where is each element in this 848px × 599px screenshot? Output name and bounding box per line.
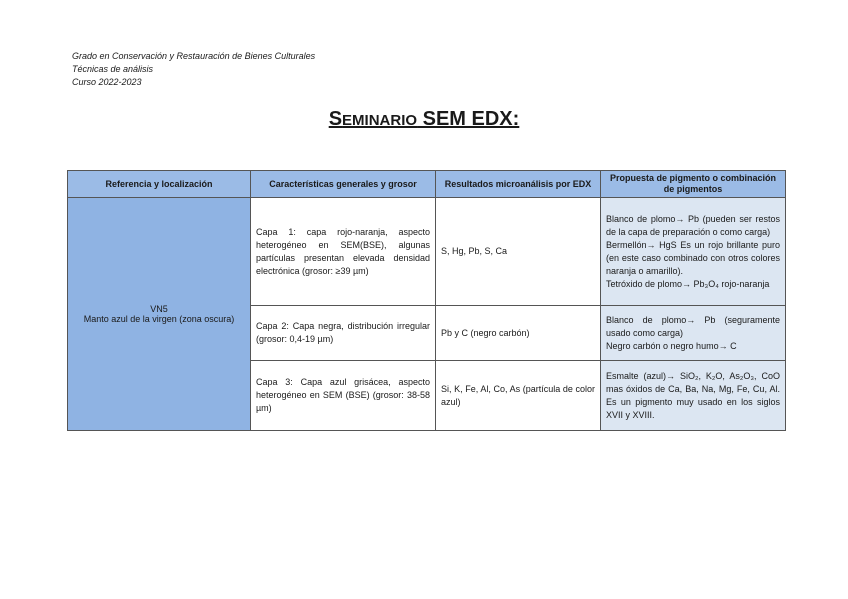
proposal-item: Esmalte (azul)→ SiO₂, K₂O, As₂O₃, CoO mas óxidos de Ca, Ba, Na, Mg, Fe, Cu, Al. Es un pigmento muy usado en los siglos XVII y XVIII. — [606, 370, 780, 420]
layer-3-edx: Si, K, Fe, Al, Co, As (partícula de color azul) — [436, 361, 601, 431]
results-table — [67, 170, 786, 431]
proposal-item: Blanco de plomo→ Pb (seguramente usado como carga) — [606, 314, 780, 338]
layer-1-edx: S, Hg, Pb, S, Ca — [436, 198, 601, 306]
reference-location: Manto azul de la virgen (zona oscura) — [83, 314, 235, 324]
reference-code: VN5 — [150, 304, 168, 314]
reference-cell — [68, 198, 251, 431]
page-title — [0, 108, 848, 131]
header-degree: Grado en Conservación y Restauración de Bienes Culturales — [72, 51, 316, 61]
header-edx: Resultados microanálisis por EDX — [436, 171, 601, 198]
layer-2-edx: Pb y C (negro carbón) — [436, 306, 601, 361]
title-initial: S — [328, 108, 343, 130]
proposal-item: Tetróxido de plomo→ Pb₃O₄ rojo-naranja — [606, 278, 770, 289]
document-header — [72, 50, 315, 89]
table-header-row — [68, 171, 786, 198]
layer-1-proposal — [601, 198, 786, 306]
proposal-item: Bermellón→ HgS Es un rojo brillante puro (en este caso combinado con otros colores naranja o amarillo). — [606, 239, 780, 276]
layer-2-characteristics: Capa 2: Capa negra, distribución irregular (grosor: 0,4-19 µm) — [251, 306, 436, 361]
header-reference: Referencia y localización — [68, 171, 251, 198]
layer-2-proposal — [601, 306, 786, 361]
table-row — [68, 198, 786, 306]
proposal-item: Blanco de plomo→ Pb (pueden ser restos de la capa de preparación o como carga) — [606, 213, 780, 237]
proposal-item: Negro carbón o negro humo→ C — [606, 340, 737, 351]
layer-1-characteristics: Capa 1: capa rojo-naranja, aspecto heterogéneo en SEM(BSE), algunas partículas presentan elevada densidad electrónica (grosor: ≥39 µm) — [251, 198, 436, 306]
title-smallcaps: EMINARIO — [342, 112, 418, 129]
layer-3-proposal — [601, 361, 786, 431]
header-course-subject: Técnicas de análisis — [72, 64, 154, 74]
header-academic-year: Curso 2022-2023 — [72, 77, 142, 87]
header-proposal: Propuesta de pigmento o combinación de pigmentos — [601, 171, 786, 198]
layer-3-characteristics: Capa 3: Capa azul grisácea, aspecto heterogéneo en SEM (BSE) (grosor: 38-58 µm) — [251, 361, 436, 431]
title-main: SEM EDX: — [417, 108, 520, 130]
header-characteristics: Características generales y grosor — [251, 171, 436, 198]
